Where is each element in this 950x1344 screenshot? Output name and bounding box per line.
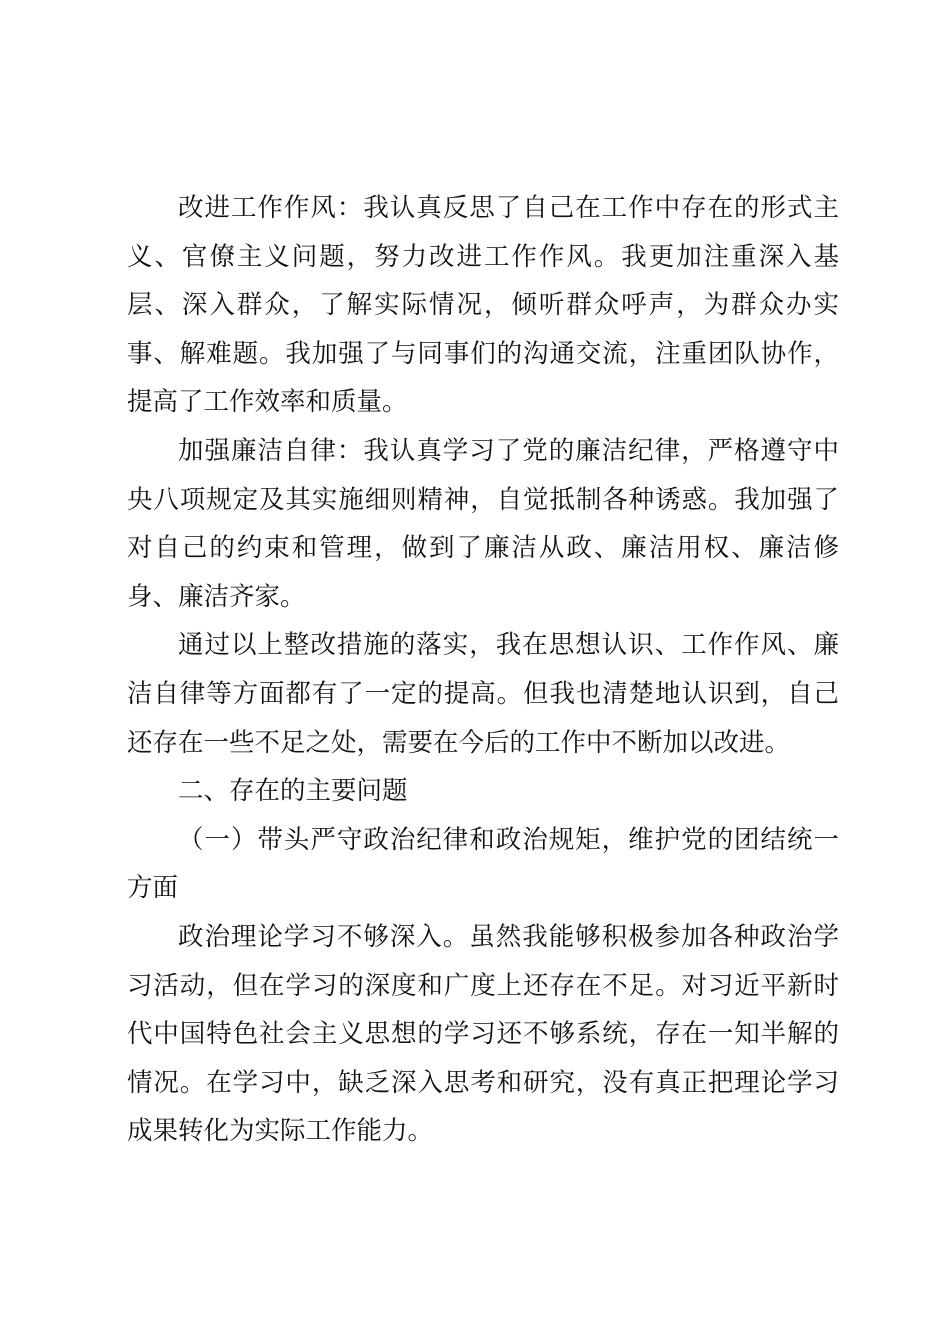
document-body: [127, 184, 839, 1156]
paragraph-theory-study: 政治理论学习不够深入。虽然我能够积极参加各种政治学习活动，但在学习的深度和广度上还存在不足。对习近平新时代中国特色社会主义思想的学习还不够系统，存在一知半解的情况。在学习中，缺乏深入思考和研究，没有真正把理论学习成果转化为实际工作能力。: [127, 921, 839, 1147]
subsection-heading-political-discipline: （一）带头严守政治纪律和政治规矩，维护党的团结统一方面: [127, 824, 839, 904]
paragraph-improve-work-style: 改进工作作风：我认真反思了自己在工作中存在的形式主义、官僚主义问题，努力改进工作作风。我更加注重深入基层、深入群众，了解实际情况，倾听群众呼声，为群众办实事、解难题。我加强了与同事们的沟通交流，注重团队协作，提高了工作效率和质量。: [127, 193, 839, 418]
section-heading-main-problems: 二、存在的主要问题: [178, 776, 408, 807]
paragraph-strengthen-integrity: 加强廉洁自律：我认真学习了党的廉洁纪律，严格遵守中央八项规定及其实施细则精神，自觉抵制各种诱惑。我加强了对自己的约束和管理，做到了廉洁从政、廉洁用权、廉洁修身、廉洁齐家。: [127, 435, 839, 612]
paragraph-rectification-summary: 通过以上整改措施的落实，我在思想认识、工作作风、廉洁自律等方面都有了一定的提高。但我也清楚地认识到，自己还存在一些不足之处，需要在今后的工作中不断加以改进。: [127, 630, 839, 758]
